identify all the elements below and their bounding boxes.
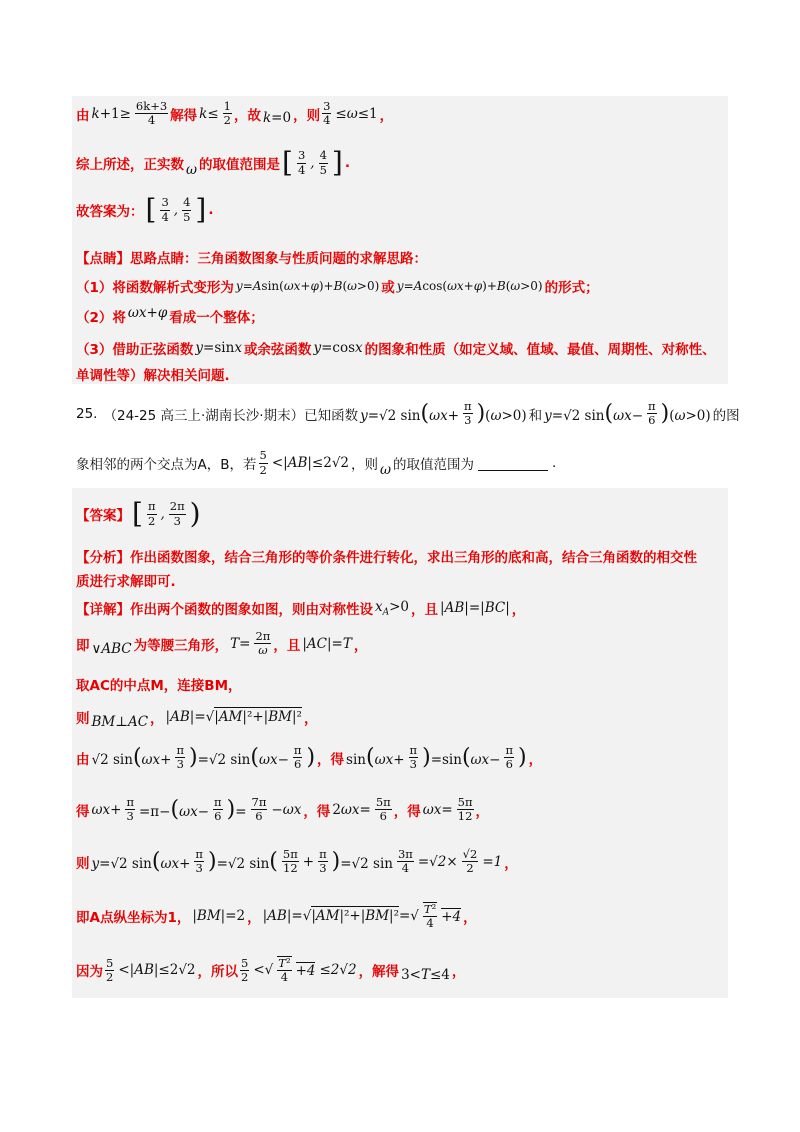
detail-line-5: 由 √2 sin(ωx+ $\frac{\pi}{3}$ )=√2 sin(ωx− $\frac{\pi}{6}$ ) ，得 sin(ωx+ $\frac{\pi}{3}$ )=sin(ωx− $\frac{\pi}{6}$ ) ， [76,743,543,772]
line-3: 故答案为： [ $\frac{3}{4}$ , $\frac{4}{5}$ ] . [76,193,214,226]
detail-line-7: 则 y=√2 sin(ωx+ $\frac{\pi}{3}$ )=√2 sin( $\frac{5\pi}{12}$ + $\frac{\pi}{3}$ )=√2 sin $\frac{3\pi}{4}$ =√2× $\frac{√2}{2}$ =1 ， [76,847,518,876]
math: k+1≥ [91,105,131,122]
detail-line-9: 因为 $\frac{5}{2}$ <|AB|≤2√2 ，所以 $\frac{5}{2}$ <√ $\frac{\text{T²}}{4}$ +4 ≤2√2 ，解得 3<T≤4 ， [76,955,466,985]
tip-heading: 【点睛】思路点睛：三角函数图象与性质问题的求解思路： [76,251,427,267]
question-25-cont: 象相邻的两个交点为A，B，若 $\frac{5}{2}$ <|AB|≤2√2 ，则 ω 的取值范围为 . [76,448,557,478]
analysis-line-2: 质进行求解即可. [76,574,176,590]
detail-line-2: 即 ∨ABC 为等腰三角形， T= $\frac{2\pi}{\omega}$ ，且 |AC|=T ， [76,629,368,658]
detail-line-8: 即A点纵坐标为1， |BM|=2 ， |AB|=√|AM|²+|BM|²=√ $\frac{\text{T²}}{4}$ +4 ， [76,902,477,931]
detail-line-1: 【详解】作出两个函数的图象如图，则由对称性设 $x_A>0$ ，且 |AB|=|BC| ， [76,598,526,618]
detail-line-3: 取AC的中点M，连接BM， [76,678,242,694]
line-2: 综上所述，正实数 ω 的取值范围是 [ $\frac{3}{4}$ , $\frac{4}{5}$ ] . [76,146,350,179]
answer-line: 【答案】 [ $\frac{\pi}{2}$ , $\frac{2\pi}{3}$ ) [76,497,201,530]
tip-step-3: （3）借助正弦函数 y=sinx 或余弦函数 y=cosx 的图象和性质（如定义域、值域、最值、周期性、对称性、 [76,340,716,358]
detail-line-6: 得 ωx+ $\frac{\pi}{3}$ =π−(ωx− $\frac{\pi}{6}$ )= $\frac{7\pi}{6}$ −ωx ，得 2ωx= $\frac{5\pi}{6}$ ，得 ωx= $\frac{5\pi}{12}$ ， [76,795,490,824]
question-25: 25. （24-25 高三上·湖南长沙·期末）已知函数 y=√2 sin(ωx+ $\frac{\pi}{3}$ )(ω>0) 和 y=√2 sin(ωx− $\frac{\pi}{6}$ )(ω>0) 的图 [76,399,740,428]
tip-step-2: （2）将 ωx+φ 看成一个整体； [76,305,264,326]
tip-step-3-cont: 单调性等）解决相关问题. [76,368,230,384]
detail-line-4: 则 BM⊥AC ， |AB|=√|AM|²+|BM|² ， [76,709,318,730]
line-1: 由 k+1≥ $\frac{6k+3}{4}$ 解得 k≤ $\frac{1}{2}$ ，故 k=0 ，则 $\frac{3}{4}$ ≤ω≤1 ， [76,99,394,128]
answer-blank [478,456,548,471]
tip-step-1: （1）将函数解析式变形为 y=Asin(ωx+φ)+B(ω>0) 或 y=Acos(ωx+φ)+B(ω>0) 的形式； [76,279,599,296]
analysis-line: 【分析】作出函数图象，结合三角形的等价条件进行转化，求出三角形的底和高，结合三角函数的相交性 [76,550,697,566]
